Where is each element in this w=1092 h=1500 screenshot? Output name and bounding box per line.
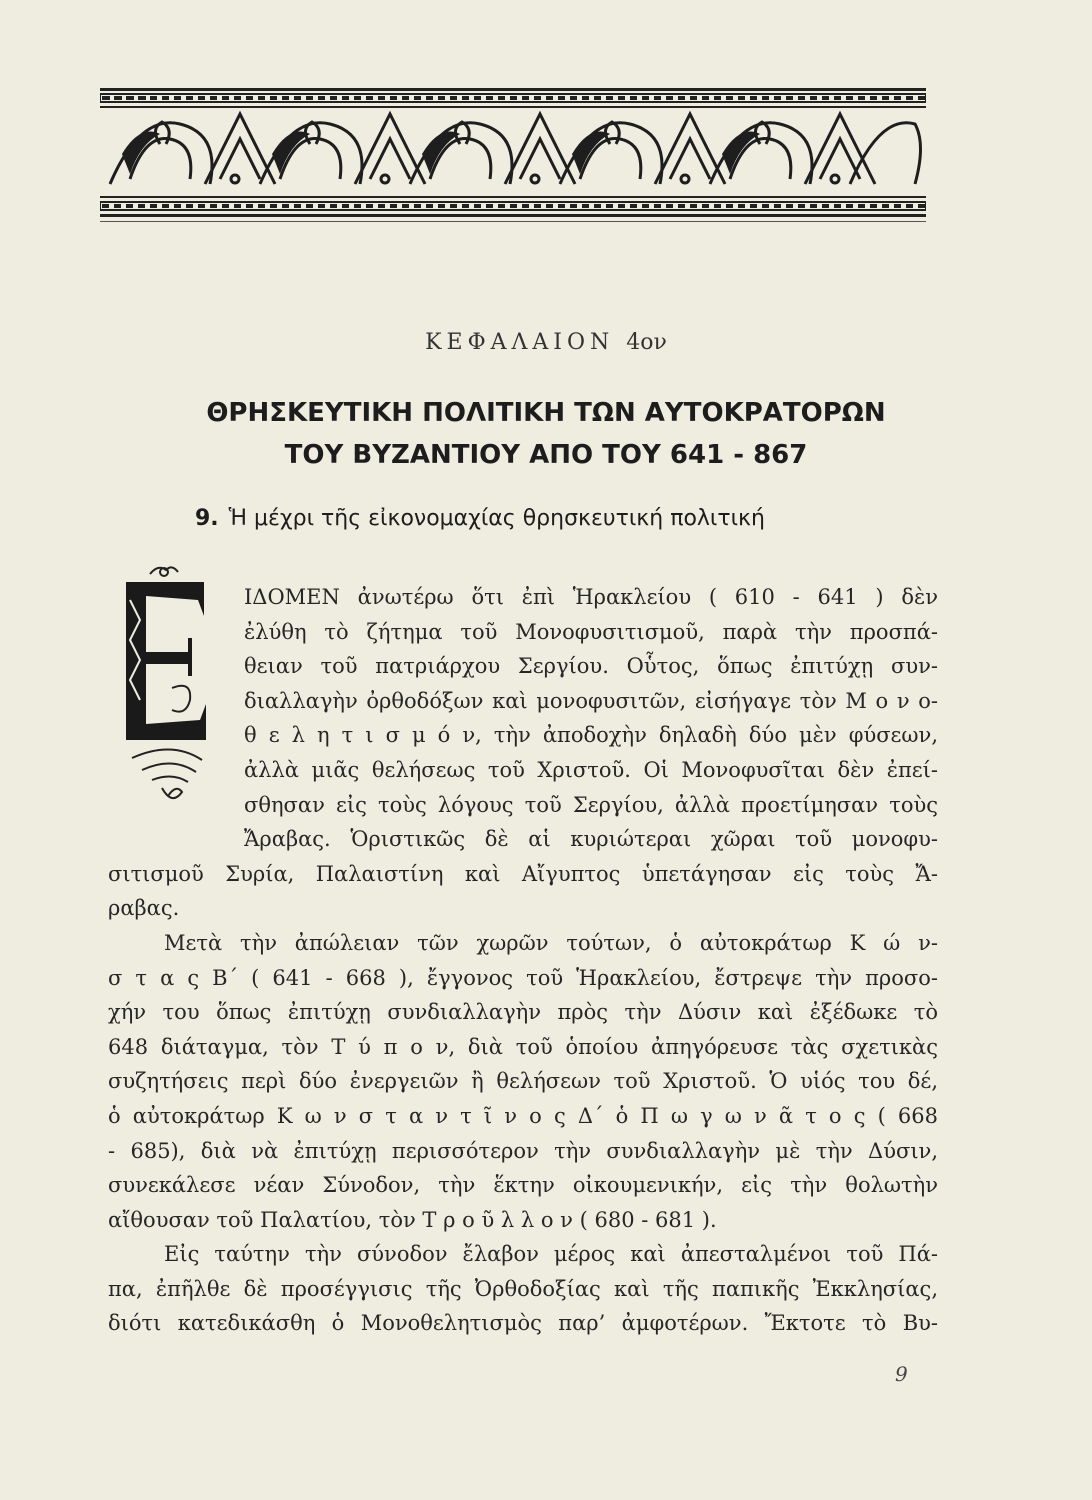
text-line: σ τ α ς Β΄ ( 641 - 668 ), ἔγγονος τοῦ Ἡρακλείου, ἔστρεψε τὴν προσο- <box>108 965 938 990</box>
text-line: ΙΔΟΜΕΝ ἀνωτέρω ὅτι ἐπὶ Ἡρακλείου ( 610 - 641 ) δὲν <box>244 585 938 609</box>
text-line: Μετὰ τὴν ἀπώλειαν τῶν χωρῶν τούτων, ὁ αὐτοκράτωρ Κ ώ ν- <box>164 930 938 955</box>
chapter-title-line-2: ΤΟΥ ΒΥΖΑΝΤΙΟΥ ΑΠΟ ΤΟΥ 641 - 867 <box>284 440 808 470</box>
page-number: 9 <box>895 1362 908 1386</box>
text-line: - 685), διὰ νὰ ἐπιτύχῃ περισσότερον τὴν συνδιαλλαγὴν μὲ τὴν Δύσιν, <box>108 1138 938 1163</box>
text-line: ἀλλὰ μιᾶς θελήσεως τοῦ Χριστοῦ. Οἱ Μονοφυσῖται δὲν ἐπεί- <box>244 757 938 782</box>
text-line: συζητήσεις περὶ δύο ἐνεργειῶν ἢ θελήσεων τοῦ Χριστοῦ. Ὁ υἱός του δέ, <box>108 1069 938 1094</box>
body-text <box>108 580 938 1341</box>
text-line: ὁ αὐτοκράτωρ Κ ω ν σ τ α ν τ ῖ ν ο ς Δ΄ ὁ Π ω γ ω ν ᾶ τ ο ς ( 668 <box>108 1103 938 1128</box>
section-heading <box>195 506 915 531</box>
text-line: διαλλαγὴν ὀρθοδόξων καὶ μονοφυσιτῶν, εἰσήγαγε τὸν Μ ο ν ο- <box>244 688 938 713</box>
text-line: Ἄραβας. Ὁριστικῶς δὲ αἱ κυριώτεραι χῶραι τοῦ μονοφυ- <box>244 827 938 852</box>
text-line: χήν του ὅπως ἐπιτύχῃ συνδιαλλαγὴν πρὸς τὴν Δύσιν καὶ ἐξέδωκε τὸ <box>108 1000 938 1025</box>
text-line: θ ε λ η τ ι σ μ ό ν, τὴν ἀποδοχὴν δηλαδὴ δύο μὲν φύσεων, <box>244 723 938 748</box>
text-line: συνεκάλεσε νέαν Σύνοδον, τὴν ἕκτην οἰκουμενικήν, εἰς τὴν θολωτὴν <box>108 1173 938 1198</box>
section-title: Ἡ μέχρι τῆς εἰκονομαχίας θρησκευτική πολιτική <box>228 506 765 531</box>
chapter-word: ΚΕΦΑΛΑΙΟΝ <box>425 330 615 355</box>
text-line: Εἰς ταύτην τὴν σύνοδον ἔλαβον μέρος καὶ ἀπεσταλμένοι τοῦ Πά- <box>164 1242 938 1267</box>
chapter-title-line-1: ΘΡΗΣΚΕΥΤΙΚΗ ΠΟΛΙΤΙΚΗ ΤΩΝ ΑΥΤΟΚΡΑΤΟΡΩΝ <box>206 398 886 428</box>
text-line: διότι κατεδικάσθη ὁ Μονοθελητισμὸς παρ’ ἀμφοτέρων. Ἔκτοτε τὸ Βυ- <box>108 1311 938 1336</box>
text-line: σθησαν εἰς τοὺς λόγους τοῦ Σεργίου, ἀλλὰ προετίμησαν τοὺς <box>244 792 938 817</box>
ornamental-header-band <box>100 84 926 224</box>
chapter-ordinal: 4ον <box>626 330 667 355</box>
text-line: ἐλύθη τὸ ζήτημα τοῦ Μονοφυσιτισμοῦ, παρὰ τὴν προσπά- <box>244 619 938 644</box>
section-number: 9. <box>195 506 219 531</box>
text-line: θειαν τοῦ πατριάρχου Σεργίου. Οὗτος, ὅπως ἐπιτύχῃ συν- <box>244 654 938 679</box>
chapter-label <box>0 330 1092 355</box>
text-line: σιτισμοῦ Συρία, Παλαιστίνη καὶ Αἴγυπτος ὑπετάγησαν εἰς τοὺς Ἄ- <box>108 861 938 886</box>
chapter-title <box>0 392 1092 476</box>
text-line: 648 διάταγμα, τὸν Τ ύ π ο ν, διὰ τοῦ ὁποίου ἀπηγόρευσε τὰς σχετικὰς <box>108 1034 938 1059</box>
text-line: ραβας. <box>108 896 180 921</box>
text-line: αἴθουσαν τοῦ Παλατίου, τὸν Τ ρ ο ῦ λ λ ο ν ( 680 - 681 ). <box>108 1207 717 1232</box>
text-line: πα, ἐπῆλθε δὲ προσέγγισις τῆς Ὀρθοδοξίας καὶ τῆς παπικῆς Ἐκκλησίας, <box>108 1276 938 1301</box>
